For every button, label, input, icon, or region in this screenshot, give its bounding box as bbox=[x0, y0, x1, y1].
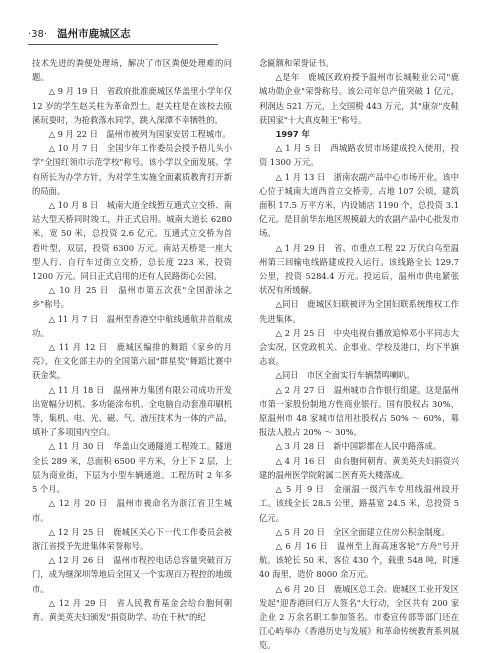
chronicle-entry: △ 12 月 25 日 鹿城区关心下一代工作委员会被浙江省授予先进集体荣誉称号。 bbox=[32, 526, 232, 551]
chronicle-entry: △ 11 月 18 日 温州神力集团有限公司成功开发出宽幅分切机、多功能涂布机、全电脑自动套准印刷机等，集机、电、光、磁、气、液压技术为一体的产品，填补了多项国内空白。 bbox=[32, 384, 232, 438]
chronicle-entry: △ 2 月 27 日 温州城市合作银行组建。这是温州市第一家股份制地方性商业银行。国有股权占 30%，原温州市 48 家城市信用社股权占 50% ～ 60%，募报法人股占 20% ～ 30%。 bbox=[259, 384, 459, 438]
year-heading: 1997 年 bbox=[275, 129, 310, 140]
chronicle-entry: △ 12 月 26 日 温州市程控电话总容量突破百万门，成为继深圳等地后全国又一个实现百万程控的地级市。 bbox=[32, 555, 232, 594]
chronicle-entry: △ 9 月 19 日 省政府批准鹿城区华盖里小学年仅 12 岁的学生赵关柱为革命烈士。赵关柱是在该校去瓯溪玩耍时，为抢救落水同学，跳入深潭不幸牺牲的。 bbox=[32, 86, 232, 125]
chronicle-entry: △ 10 月 8 日 城南大道全线暂互通式立交桥、南站大型天桥同时竣工，并正式启用。城南大道长 6280 米，宽 50 米，总投资 2.6 亿元。互通式立交桥为首看叶型，双层，投资 6300 万元。南站天桥是一座大型人行、自行车过街立交桥，总长度 223 米，投资 1200 万元。同日正式启用的还有人民路街心公园。 bbox=[32, 200, 232, 282]
continued-text: 念匾额和荣誉证书。 bbox=[259, 58, 334, 68]
chronicle-entry: △ 10 月 25 日 温州市第五次获"全国游泳之乡"称号。 bbox=[32, 285, 232, 310]
chronicle-entry: △ 6 月 16 日 温州至上海高速客轮"方舟"号开航。该轮长 50 米，客位 430 个，载重 548 吨，时速 40 海里，造价 8000 余万元。 bbox=[259, 540, 459, 580]
chronicle-entry: △ 11 月 12 日 鹿城区编排的舞蹈《家乡的月亮》，在文化部主办的全国第六届"群星奖"舞蹈比赛中获金奖。 bbox=[32, 342, 232, 381]
chronicle-entry: △ 9 月 22 日 温州市被列为国家安居工程城市。 bbox=[48, 129, 231, 140]
chronicle-entry: △ 12 月 29 日 省人民教育基金会给台胞何朝育、黄美英夫妇颁发"捐资助学、功在千秋"的纪 bbox=[32, 597, 232, 622]
chronicle-entry: △ 1 月 29 日 省、市重点工程 22 万伏白乌至温州第三回输电线路建成投入运行。该线路全长 129.7 公里，投资 5284.4 万元。投运后，温州市供电紧张状况有所缓解。 bbox=[259, 242, 459, 296]
chronicle-entry: △ 1 月 13 日 浙南农副产品中心市场开业。该中心位于城南大道西首立交桥旁，占地 107 公顷，建筑面积 17.5 万平方米，内设铺店 1190 个，总投资 3.1 亿元。是目前华东地区规模最大的农副产品中心批发市场。 bbox=[259, 171, 459, 239]
chronicle-entry: △ 3 月 28 日 新中国影都在人民中路落成。 bbox=[275, 441, 442, 452]
left-column bbox=[32, 56, 232, 624]
page-number: ·38· bbox=[28, 29, 48, 40]
chronicle-entry: △ 10 月 7 日 全国少年工作委员会授予梧儿头小学"全国红领巾示范学校"称号。该小学以全面发展、学有所长为办学方针，为对学生实施全面素质教育打开新的局面。 bbox=[32, 143, 232, 196]
chronicle-entry: △是年 鹿城区政府授予温州市长城鞋业公司"鹿城功勋企业"荣誉称号。该公司年总产值突破 1 亿元，利润达 521 万元，上交国税 443 万元，其"康奈"皮鞋获国家"十大真皮鞋王"称号。 bbox=[259, 72, 459, 125]
chronicle-entry: △ 11 月 7 日 温州至香港空中航线通航并首航成功。 bbox=[32, 313, 232, 338]
chronicle-entry: △同日 鹿城区妇联被评为全国妇联系统维权工作先进集体。 bbox=[259, 299, 459, 324]
chronicle-entry: △ 6 月 20 日 鹿城区总工会、鹿城区工业开发区发起"迎香港回归万人签名"大行动，全区共有 200 家企业 2 万余名职工参加签名。市委宣传部等部门还在江心屿举办《香港历史与发展》和革命传统教育系列展览。 bbox=[259, 583, 459, 651]
chronicle-entry: △ 2 月 25 日 中央电视台播放追悼邓小平同志大会实况，区党政机关、企事业、学校及港口，均下半旗志哀。 bbox=[259, 327, 459, 367]
chronicle-entry: △ 12 月 20 日 温州市被命名为浙江省卫生城市。 bbox=[32, 498, 232, 523]
right-column bbox=[259, 56, 459, 653]
chronicle-entry: △同日 市区全面实行车辆禁鸣喇叭。 bbox=[275, 370, 415, 381]
chronicle-entry: △ 5 月 20 日 全区全面建立住房公积金制度。 bbox=[275, 526, 450, 537]
chronicle-entry: △ 4 月 16 日 由台胞何朝育、黄美英夫妇捐资兴建的温州医学院附属二医育英大楼落成。 bbox=[259, 455, 459, 480]
page-header bbox=[28, 26, 218, 45]
continued-text: 技术先进的粪便处理场，解决了市区粪便处理难的问题。 bbox=[32, 58, 232, 83]
chronicle-entry: △ 11 月 30 日 华盖山交通隧道工程竣工。隧道全长 289 米，总面积 6500 平方米，分上下 2 层，上层为商业街，下层为小型车辆通道。工程历时 2 年多 5 个月。 bbox=[32, 441, 232, 495]
chronicle-entry: △ 1 月 5 日 西城路农贸市场建成投入使用，投资 1300 万元。 bbox=[259, 143, 459, 168]
chronicle-entry: △ 5 月 9 日 金丽温一级汽车专用线温州段开工。该线全长 28.5 公里，路基宽 24.5 米，总投资 5 亿元。 bbox=[259, 484, 459, 523]
running-title: 温州市鹿城区志 bbox=[57, 28, 131, 40]
